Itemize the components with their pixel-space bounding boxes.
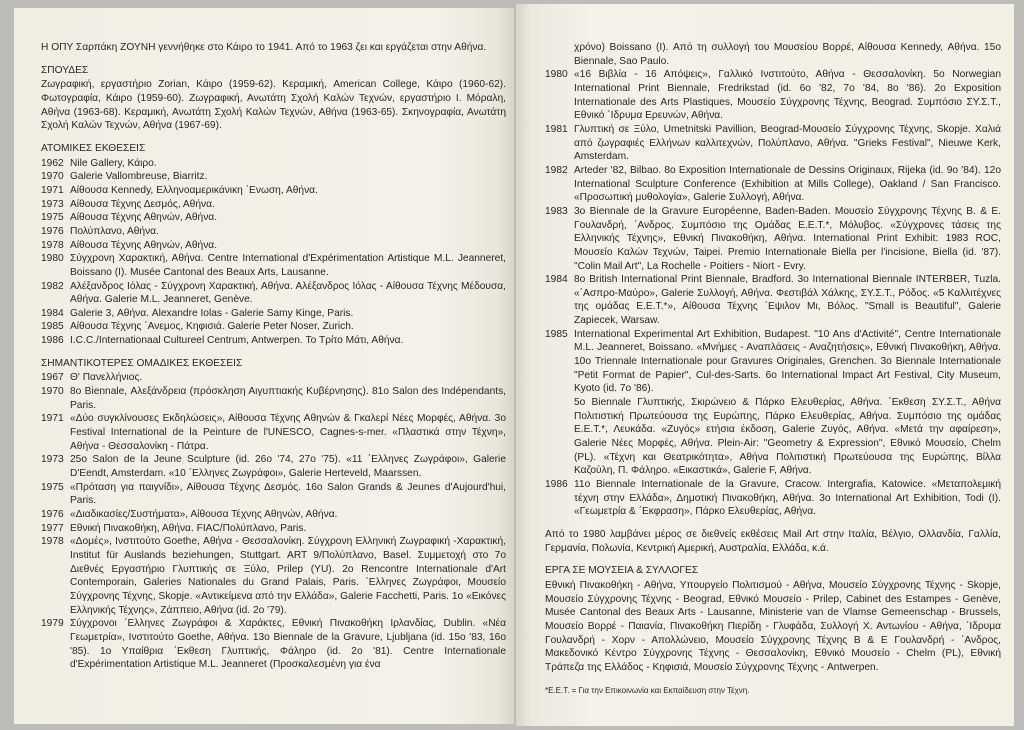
right-page xyxy=(516,4,1014,726)
entry-text: 3ο Biennale de la Gravure Européenne, Baden-Baden. Μουσείο Σύγχρονης Τέχνης Β. & Ε. Γουλανδρή, ΄Ανδρος. Συμπόσιο της Ομάδας Ε.Ε.Τ.*, Μόλυβος. «Σύγχρονες τάσεις της Ελληνικής Τέχνης», Εθνική Πινακοθήκη, Αθήνα. International Print Exhibit: 1983 ROC, Μουσείο Καλών Τεχνών, Taipei. Premio Internationale Biella per l'incisione, Biella (id. '87). "Colin Mail Art", La Rochelle - Poitiers - Niort - Evry. xyxy=(574,205,1001,272)
entry-text: 25ο Salon de la Jeune Sculpture (id. 26ο '74, 27ο '75). «11 ΄Ελληνες Ζωγράφοι», Galerie D'Eendt, Amsterdam. «10 ΄Ελληνες Ζωγράφοι», Galerie Herteveld, Maarssen. xyxy=(70,454,506,480)
intro-paragraph: Η ΟΠΥ Σαρπάκη ΖΟΥΝΗ γεννήθηκε στο Κάιρο το 1941. Από το 1963 ζει και εργάζεται στην Αθήνα. xyxy=(41,42,487,53)
solo-exhibitions-heading: ΑΤΟΜΙΚΕΣ ΕΚΘΕΣΕΙΣ xyxy=(41,142,146,154)
collections-text: Εθνική Πινακοθήκη - Αθήνα, Υπουργείο Πολιτισμού - Αθήνα, Μουσείο Σύγχρονης Τέχνης - Skopje, Μουσείο Σύγχρονης Τέχνης - Beograd, Εθνικό Μουσείο - Prilep, Cabinet des Estampes - Genève, Musée Cantonal des Beaux Arts - Lausanne, Ministerie van de Vlamse Gemeenschap - Brussels, Μουσείο Βορρέ - Παιανία, Πινακοθήκη Πιερίδη - Γλυφάδα, Συλλογή Χ. Αντωνίου - Αθήνα, ΄Ιδρυμα Γουλανδρή - Χορν - Απολλώνειο, Μουσείο Σύγχρονης Τέχνης Β & Ε Γουλανδρή - ΄Ανδρος, Μακεδονικό Κέντρο Σύγχρονης Τέχνης - Θεσσαλονίκη, Εθνικό Μουσείο - Chelm (PL), Εθνική Τράπεζα της Ελλάδος - Κηφισιά, Μουσείο Σύγχρονης Τέχνης - Antwerpen. xyxy=(545,579,1001,673)
studies-text: Ζωγραφική, εργαστήριο Zorian, Κάιρο (1959-62). Κεραμική, American College, Κάιρο (1960-62). Φωτογραφία, Κάιρο (1959-60). Ζωγραφική, Ανωτάτη Σχολή Καλών Τεχνών, εργαστήριο Ι. Μόραλη, Αθήνα (1963-68). Κεραμική, Ανωτάτη Σχολή Καλών Τεχνών, Αθήνα (1963-65). Σκηνογραφία, Ανωτάτη Σχολή Καλών Τεχνών, Αθήνα (1967-69). xyxy=(41,79,506,132)
entry-text: «Δύο συγκλίνουσες Εκδηλώσεις», Αίθουσα Τέχνης Αθηνών & Γκαλερί Νέες Μορφές, Αθήνα. 3ο Festival International de la Peinture de l'UNESCO, Cagnes-s-mer. «Πλαστικά στην Τέχνη», Αθήνα - Θεσσαλονίκη - Πάτρα. xyxy=(70,413,506,452)
entry-year: 1975 xyxy=(41,481,64,493)
entry-year: 1982 xyxy=(41,280,64,292)
entry-text: Σύγχρονοι ΄Ελληνες Ζωγράφοι & Χαράκτες, Εθνική Πινακοθήκη Ιρλανδίας, Dublin. «Νέα Γεωμετρία», Ινστιτούτο Goethe, Αθήνα. 13ο Biennale de la Gravure, Ljubljana (id. 15ο '83, 16ο '85). 1ο Υπαίθρια ΄Εκθεση Γλυπτικής, Φάληρο (id. 2ο '81). Centre Internationale d'Expérimentation Artistique M.L. Jeanneret (Προσκαλεσμένη για ένα xyxy=(70,618,506,671)
exhibition-entry xyxy=(41,170,506,184)
entry-text: Galerie 3, Αθήνα. Alexandre Iolas - Galerie Samy Kinge, Paris. xyxy=(70,307,354,319)
exhibition-entry xyxy=(41,320,506,334)
entry-text: «Πρόταση για παιγνίδι», Αίθουσα Τέχνης Δεσμός. 16ο Salon Grands & Jeunes d'Aujourd'hui, Paris. xyxy=(70,481,506,507)
exhibition-entry xyxy=(41,617,506,672)
entry-year: 1976 xyxy=(41,225,64,237)
exhibition-entry xyxy=(545,164,1001,205)
entry-year: 1979 xyxy=(41,618,64,630)
exhibition-entry xyxy=(41,412,506,453)
entry-year: 1967 xyxy=(41,372,64,384)
exhibition-entry xyxy=(41,334,506,348)
entry-text: Θ' Πανελλήνιος. xyxy=(70,372,143,384)
entry-text: Πολύπλανο, Αθήνα. xyxy=(70,225,159,237)
exhibition-entry xyxy=(41,481,506,508)
entry-text: 5ο Biennale Γλυπτικής, Σκιρώνειο & Πάρκο Ελευθερίας, Αθήνα. ΄Εκθεση ΣΥ.Σ.Τ., Αθήνα Πολιτιστική Πρωτεύουσα της Ευρώπης, Πάρκο Ελευθερίας, Αθήνα. Συμπόσιο της ομάδας Ε.Ε.Τ.*, Λευκάδα. «Ζυγός» ετήσια έκδοση, Galerie Ζυγός, Αθήνα. «Μετά την αφαίρεση», Galerie Νέες Μορφές, Αθήνα. Plein-Air: "Geometry & Expression", Εθνικό Μουσείο, Chelm (PL). «Τέχνη και Θεατρικότητα», Αθήνα Πολιτιστική Πρωτεύουσα της Ευρώπης, Βίλλα Καζούλη, Π. Φάληρο. «Εικαστικά», Galerie F, Αθήνα. xyxy=(574,397,1001,477)
exhibition-entry xyxy=(545,68,1001,123)
entry-year: 1980 xyxy=(545,69,568,81)
entry-year: 1970 xyxy=(41,386,64,398)
exhibition-entry xyxy=(41,280,506,307)
entry-year: 1975 xyxy=(41,212,64,224)
entry-year: 1983 xyxy=(545,205,568,217)
entry-text: χρόνο) Boissano (I). Από τη συλλογή του Μουσείου Βορρέ, Αίθουσα Kennedy, Αθήνα. 15ο Biennale, Sao Paulo. xyxy=(574,42,1001,67)
studies-heading: ΣΠΟΥΔΕΣ xyxy=(41,64,89,76)
entry-year: 1973 xyxy=(41,454,64,466)
entry-text: Γλυπτική σε Ξύλο, Umetnitski Pavillion, Beograd-Μουσείο Σύγχρονης Τέχνης, Skopje. Χαλιά από ζωγραφιές Ελλήνων καλλιτεχνών, Πολύπλανο, Αθήνα. "Grieks Festival", Nieuwe Kerk, Amsterdam. xyxy=(574,123,1001,163)
exhibition-entry xyxy=(41,535,506,617)
entry-text: «Διαδικασίες/Συστήματα», Αίθουσα Τέχνης Αθηνών, Αθήνα. xyxy=(70,509,338,520)
left-column xyxy=(41,41,506,672)
entry-year: 1986 xyxy=(41,335,64,347)
entry-text: 8ο Biennale, Αλεξάνδρεια (πρόσκληση Αιγυπτιακής Κυβέρνησης). 81ο Salon des Indépendants, Paris. xyxy=(70,386,506,411)
exhibition-entry xyxy=(41,184,506,198)
exhibition-entry xyxy=(545,273,1001,328)
entry-text: «16 Βιβλία - 16 Απόψεις», Γαλλικό Ινστιτούτο, Αθήνα - Θεσσαλονίκη. 5ο Norwegian International Print Biennale, Fredrikstad (id. 6ο '82, 7ο '84, 8ο '86). 2ο Exposition Internationale des Arts Plastiques, Μουσείο Σύγχρονης Τέχνης, Beograd. Συμπόσιο ΣΥ.Σ.Τ., Εθνικό ΄Ιδρυμα Ερευνών, Αθήνα. xyxy=(574,69,1001,122)
group-exhibitions-list xyxy=(41,371,506,671)
exhibition-entry xyxy=(41,198,506,212)
entry-year: 1978 xyxy=(41,536,64,548)
solo-exhibitions-list xyxy=(41,157,506,348)
entry-year: 1986 xyxy=(545,479,568,490)
exhibition-entry xyxy=(41,371,506,385)
exhibition-entry xyxy=(545,396,1001,478)
entry-year: 1971 xyxy=(41,413,64,425)
exhibition-entry xyxy=(41,239,506,253)
footnote: *Ε.Ε.Τ. = Για την Επικοινωνία και Εκπαίδευση στην Τέχνη. xyxy=(545,685,750,695)
entry-text: «Δομές», Ινστιτούτο Goethe, Αθήνα - Θεσσαλονίκη. Σύγχρονη Ελληνική Ζωγραφική -Χαρακτική, Institut für Auslands beziehungen, Stuttgart. ART 9/Πολύπλανο, Basel. Συμμετοχή στο 7ο Διεθνές Εργαστήριο Γλυπτικής σε Ξύλο, Prilep (YU). 2ο Rencontre Internationale d'Art Contemporain, Galeries Nationales du Grand Palais, Paris. ΄Ελληνες Ζωγράφοι, Μουσείο Σύγχρονης Τέχνης, Skopje. «Αντικείμενα από την Ελλάδα», Galerie Facchetti, Paris. 1ο «Εικόνες Ελληνικής Τέχνης», Ζάππειο, Αθήνα (id. 2ο '79). xyxy=(70,536,506,616)
exhibition-entry xyxy=(545,41,1001,68)
entry-year: 1977 xyxy=(41,522,64,534)
exhibition-entry xyxy=(545,478,1001,519)
entry-text: Εθνική Πινακοθήκη, Αθήνα. FIAC/Πολύπλανο, Paris. xyxy=(70,522,307,534)
entry-year: 1981 xyxy=(545,123,568,135)
exhibition-entry xyxy=(545,205,1001,273)
entry-text: I.C.C./Internationaal Cultureel Centrum, Antwerpen. Το Τρίτο Μάτι, Αθήνα. xyxy=(70,335,404,347)
entry-year xyxy=(545,396,574,478)
group-exhibitions-list-continued xyxy=(545,41,1001,519)
exhibition-entry xyxy=(545,123,1001,164)
right-column xyxy=(545,41,1001,697)
exhibition-entry xyxy=(41,453,506,480)
entry-year: 1985 xyxy=(41,321,64,333)
mail-art-paragraph: Από το 1980 λαμβάνει μέρος σε διεθνείς εκθέσεις Mail Art στην Ιταλία, Βέλγιο, Ολλανδία, Γαλλία, Γερμανία, Πολωνία, Κεντρική Αμερική, Αυστραλία, Ελλάδα, κ.ά. xyxy=(545,528,1001,554)
exhibition-entry xyxy=(41,157,506,171)
entry-text: Αίθουσα Kennedy, Ελληνοαμερικάνικη ΄Ενωση, Αθήνα. xyxy=(70,184,318,196)
collections-heading: ΕΡΓΑ ΣΕ ΜΟΥΣΕΙΑ & ΣΥΛΛΟΓΕΣ xyxy=(545,565,699,577)
entry-year: 1970 xyxy=(41,171,64,183)
exhibition-entry xyxy=(41,211,506,225)
entry-year: 1980 xyxy=(41,253,64,265)
group-exhibitions-heading: ΣΗΜΑΝΤΙΚΟΤΕΡΕΣ ΟΜΑΔΙΚΕΣ ΕΚΘΕΣΕΙΣ xyxy=(41,357,243,369)
exhibition-entry xyxy=(545,328,1001,396)
entry-text: Galerie Vallombreuse, Biarritz. xyxy=(70,171,208,183)
entry-year: 1976 xyxy=(41,509,64,520)
entry-year: 1982 xyxy=(545,164,568,176)
entry-text: Αίθουσα Τέχνης ΄Ανεμος, Κηφισιά. Galerie Peter Noser, Zurich. xyxy=(70,321,354,333)
entry-year: 1971 xyxy=(41,184,64,196)
exhibition-entry xyxy=(41,385,506,412)
exhibition-entry xyxy=(41,522,506,536)
left-page xyxy=(14,8,514,724)
exhibition-entry xyxy=(41,508,506,522)
entry-text: Αίθουσα Τέχνης Αθηνών, Αθήνα. xyxy=(70,239,218,251)
exhibition-entry xyxy=(41,225,506,239)
entry-text: Αλέξανδρος Ιόλας - Σύγχρονη Χαρακτική, Αθήνα. Αλέξανδρος Ιόλας - Αίθουσα Τέχνης Μέδουσα, Αθήνα. Galerie M.L. Jeanneret, Genève. xyxy=(70,280,506,306)
entry-year: 1985 xyxy=(545,328,568,340)
entry-text: Nile Gallery, Κάιρο. xyxy=(70,157,157,169)
exhibition-entry xyxy=(41,252,506,279)
entry-text: Arteder '82, Bilbao. 8ο Exposition Internationale de Dessins Originaux, Rijeka (id. 9ο '84). 12ο International Sculpture Conference (Exhibition at Mills College), Oakland / San Francisco. «Προσωπική μυθολογία», Galerie Συλλογή, Αθήνα. xyxy=(574,164,1001,204)
entry-text: Αίθουσα Τέχνης Αθηνών, Αθήνα. xyxy=(70,212,218,224)
entry-text: 11ο Biennale Internationale de la Gravure, Cracow. Intergrafia, Katowice. «Μεταπολεμική τέχνη στην Ελλάδα», Δημοτική Πινακοθήκη, Αθήνα. 3ο International Art Exhibition, Todi (I). «Γεωμετρία & ΄Εκφραση», Πάρκο Ελευθερίας, Αθήνα. xyxy=(574,479,1001,518)
entry-text: International Experimental Art Exhibition, Budapest. "10 Ans d'Activité", Centre Internationale M.L. Jeanneret, Boissano. «Μνήμες - Αναπλάσεις - Αναζητήσεις», Εθνική Πινακοθήκη, Αθήνα. 10ο Triennale Internationale pour Gravures Originales, Grenchen. 3ο Biennale Internationale "Petit Format de Papier", Cul-des-Sarts. 6ο International Impact Art Festival, City Museum, Kyoto (id. 7ο '86). xyxy=(574,328,1001,395)
entry-year xyxy=(545,41,574,68)
entry-year: 1973 xyxy=(41,198,64,210)
entry-text: 8ο British International Print Biennale, Bradford. 3ο International Biennale INTERBER, Tuzla. «΄Ασπρο-Μαύρο», Galerie Συλλογή, Αθήνα. Φεστιβάλ Χάλκης, ΣΥ.Σ.Τ., Ρόδος. «5 Καλλιτέχνες της ομάδας Ε.Ε.Τ.*», Αίθουσα Τέχνης ΄Εψιλον Μι, Βόλος. "Small is Beautiful", Galerie Zapiecek, Warsaw. xyxy=(574,274,1001,327)
entry-year: 1962 xyxy=(41,157,64,169)
entry-text: Σύγχρονη Χαρακτική, Αθήνα. Centre International d'Expérimentation Artistique M.L. Jeanneret, Boissano (I). Musée Cantonal des Beaux Arts, Lausanne. xyxy=(70,253,506,278)
exhibition-entry xyxy=(41,307,506,321)
entry-text: Αίθουσα Τέχνης Δεσμός, Αθήνα. xyxy=(70,198,215,210)
entry-year: 1984 xyxy=(41,307,64,319)
entry-year: 1978 xyxy=(41,239,64,251)
entry-year: 1984 xyxy=(545,274,568,286)
